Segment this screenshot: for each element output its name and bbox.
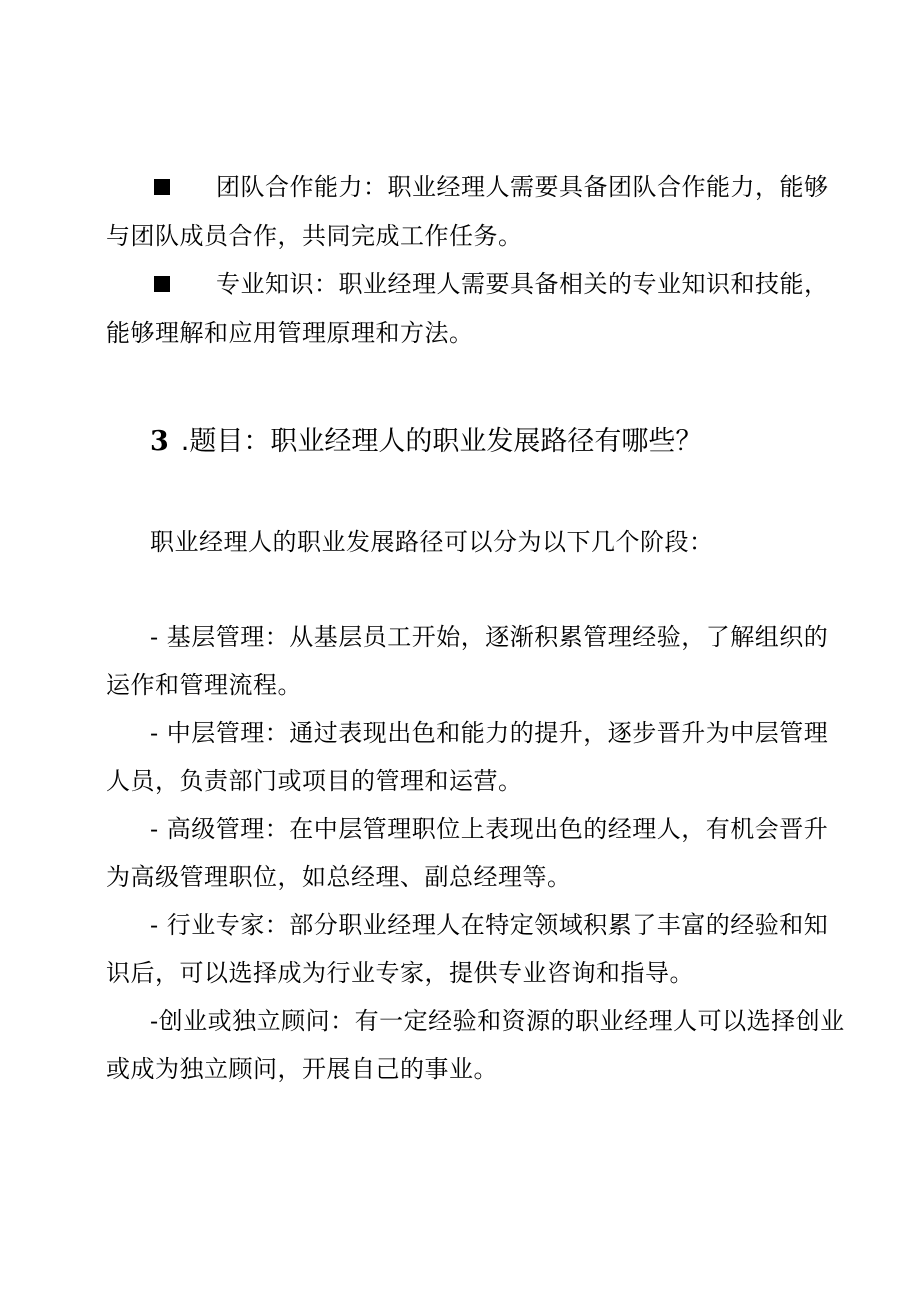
- stage-line2: 为高级管理职位，如总经理、副总经理等。: [106, 863, 572, 891]
- stage-line1: -创业或独立顾问：有一定经验和资源的职业经理人可以选择创业: [150, 1007, 845, 1035]
- stage-line2: 人员，负责部门或项目的管理和运营。: [106, 767, 523, 795]
- bullet-text: 团队合作能力：职业经理人需要具备团队合作能力，能够: [216, 173, 829, 201]
- stage-line2: 识后，可以选择成为行业专家，提供专业咨询和指导。: [106, 959, 694, 987]
- square-bullet-icon: [154, 179, 170, 195]
- stage-line1: - 基层管理：从基层员工开始，逐渐积累管理经验，了解组织的: [150, 623, 829, 651]
- bullet-text: 专业知识：职业经理人需要具备相关的专业知识和技能，: [216, 270, 829, 298]
- stage-line1: - 行业专家：部分职业经理人在特定领域积累了丰富的经验和知: [150, 911, 829, 939]
- intro-paragraph: 职业经理人的职业发展路径可以分为以下几个阶段：: [150, 528, 714, 556]
- stage-line2: 或成为独立顾问，开展自己的事业。: [106, 1055, 498, 1083]
- section-title: .题目：职业经理人的职业发展路径有哪些？: [180, 426, 703, 457]
- stage-line2: 运作和管理流程。: [106, 671, 302, 699]
- bullet-item-line2: 能够理解和应用管理原理和方法。: [106, 319, 474, 347]
- bullet-item-line1: [106, 163, 829, 211]
- bullet-item-line2: 与团队成员合作，共同完成工作任务。: [106, 222, 523, 250]
- section-heading: [150, 418, 800, 466]
- stage-line1: - 中层管理：通过表现出色和能力的提升，逐步晋升为中层管理: [150, 719, 829, 747]
- section-number: 3: [150, 426, 169, 457]
- bullet-item-line1: [106, 260, 829, 308]
- stage-line1: - 高级管理：在中层管理职位上表现出色的经理人，有机会晋升: [150, 815, 829, 843]
- square-bullet-icon: [154, 276, 170, 292]
